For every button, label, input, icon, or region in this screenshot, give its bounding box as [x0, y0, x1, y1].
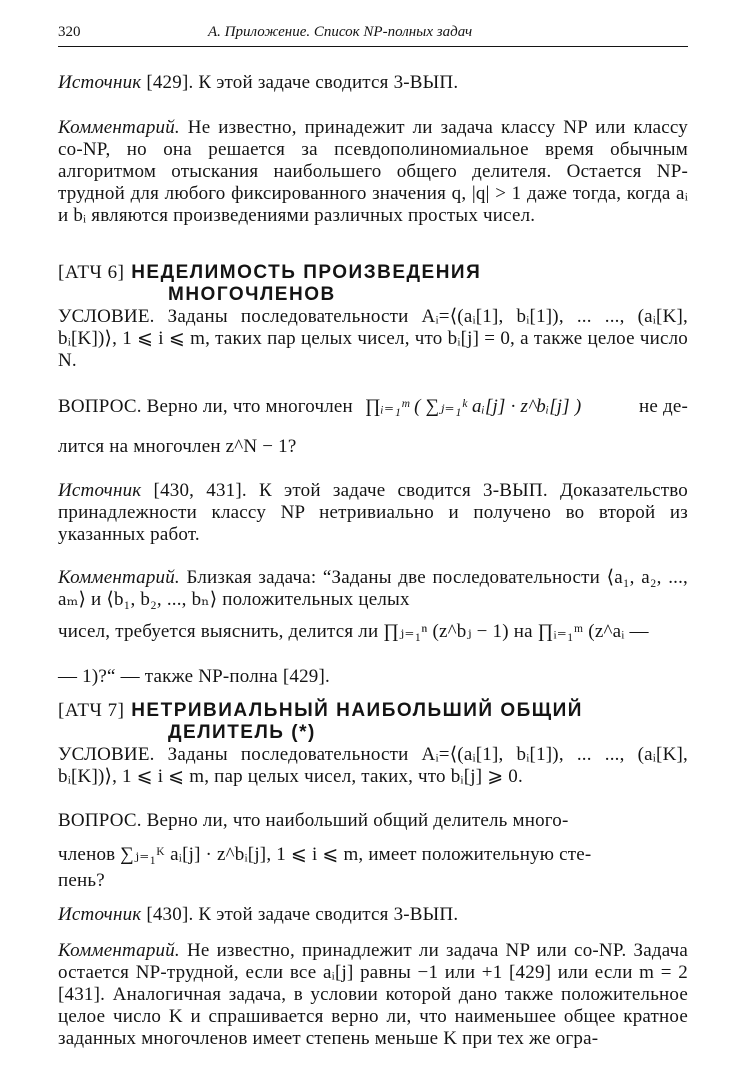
- question-atch6: [58, 382, 688, 432]
- source-text: [430]. К этой задаче сводится 3-ВЫП.: [141, 904, 459, 925]
- source-label: Источник: [58, 904, 142, 925]
- condition-atch7: УСЛОВИЕ. Заданы последовательности Aᵢ=⟨(aᵢ[1], bᵢ[1]), ... ..., (aᵢ[K], bᵢ[K])⟩, 1 ⩽ i ⩽ m, пар целых чисел, таких, что bᵢ[j] ⩾ 0.: [58, 744, 688, 787]
- condition-atch6: УСЛОВИЕ. Заданы последовательности Aᵢ=⟨(aᵢ[1], bᵢ[1]), ... ..., (aᵢ[K], bᵢ[K])⟩, 1 ⩽ i ⩽ m, таких пар целых чисел, что bᵢ[j] = 0, а также целое число N.: [58, 306, 688, 371]
- comment-paragraph-7: [58, 940, 688, 1050]
- question-atch7-line3: пень?: [58, 870, 105, 891]
- comment-text: Не известно, принадлежит ли задача NP или co-NP. Задача остается NP-трудной, если все aᵢ[j] равны −1 или +1 [429] или если m = 2 [431]. Аналогичная задача, в условии которой дано также положительное целое число K и спрашивается верно ли, что наименьшее общее кратное заданных многочленов имеет степень меньше K при тех же огра-: [58, 940, 688, 1049]
- comment-label: Комментарий.: [58, 117, 180, 138]
- source-text: [429]. К этой задаче сводится 3-ВЫП.: [141, 72, 459, 93]
- question-atch6-line2: лится на многочлен z^N − 1?: [58, 436, 297, 457]
- problem-title-line1: НЕДЕЛИМОСТЬ ПРОИЗВЕДЕНИЯ: [131, 262, 482, 283]
- book-page: [58, 24, 688, 1049]
- comment-end-line: — 1)?“ — также NP-полна [429].: [58, 666, 330, 687]
- question-atch7-line2: членов ∑ⱼ₌₁ᴷ aᵢ[j] · z^bᵢ[j], 1 ⩽ i ⩽ m, имеет положительную сте-: [58, 844, 592, 865]
- question-prefix: ВОПРОС. Верно ли, что многочлен: [58, 396, 353, 417]
- product-formula: ∏ᵢ₌₁ᵐ ( ∑ⱼ₌₁ᵏ aᵢ[j] · z^bᵢ[j] ): [364, 396, 582, 417]
- problem-title-line2: МНОГОЧЛЕНОВ: [168, 284, 336, 305]
- running-title: А. Приложение. Список NP-полных задач: [208, 24, 473, 40]
- comment-paragraph-1: [58, 117, 688, 227]
- problem-heading-atch7: [58, 700, 688, 744]
- source-paragraph-1: [58, 72, 688, 94]
- comment-text: Близкая задача: “Заданы две последовательности ⟨a₁, a₂, ..., aₘ⟩ и ⟨b₁, b₂, ..., bₙ⟩ положительных целых: [58, 567, 688, 610]
- comment-label: Комментарий.: [58, 567, 180, 588]
- source-label: Источник: [58, 480, 142, 501]
- comment-text: Не известно, принадежит ли задача классу NP или классу co-NP, но она решается за псевдополиномиальное время обычным алгоритмом отыскания наибольшего общего делителя. Остается NP-трудной для любого фиксированного значения q, |q| > 1 даже тогда, когда aᵢ и bᵢ являются произведениями различных простых чисел.: [58, 117, 688, 226]
- comment-formula-line: чисел, требуется выяснить, делится ли ∏ⱼ₌₁ⁿ (z^bⱼ − 1) на ∏ᵢ₌₁ᵐ (z^aᵢ —: [58, 621, 649, 642]
- problem-tag: [АТЧ 7]: [58, 700, 125, 721]
- problem-title-line2: ДЕЛИТЕЛЬ (*): [168, 722, 316, 743]
- source-text: [430, 431]. К этой задаче сводится 3-ВЫП. Доказательство принадлежности классу NP нетривиально и получено во второй из указанных работ.: [58, 480, 688, 545]
- source-paragraph-6: [58, 480, 688, 546]
- running-header: [58, 24, 688, 47]
- page-number: 320: [58, 24, 81, 40]
- question-atch7-line1: ВОПРОС. Верно ли, что наибольший общий делитель много-: [58, 810, 569, 831]
- problem-heading-atch6: [58, 262, 688, 306]
- source-label: Источник: [58, 72, 142, 93]
- comment-paragraph-6: [58, 567, 688, 611]
- question-suffix: не де-: [639, 396, 688, 417]
- problem-title-line1: НЕТРИВИАЛЬНЫЙ НАИБОЛЬШИЙ ОБЩИЙ: [131, 700, 583, 721]
- problem-tag: [АТЧ 6]: [58, 262, 125, 283]
- source-paragraph-7: [58, 904, 688, 926]
- comment-label: Комментарий.: [58, 940, 180, 961]
